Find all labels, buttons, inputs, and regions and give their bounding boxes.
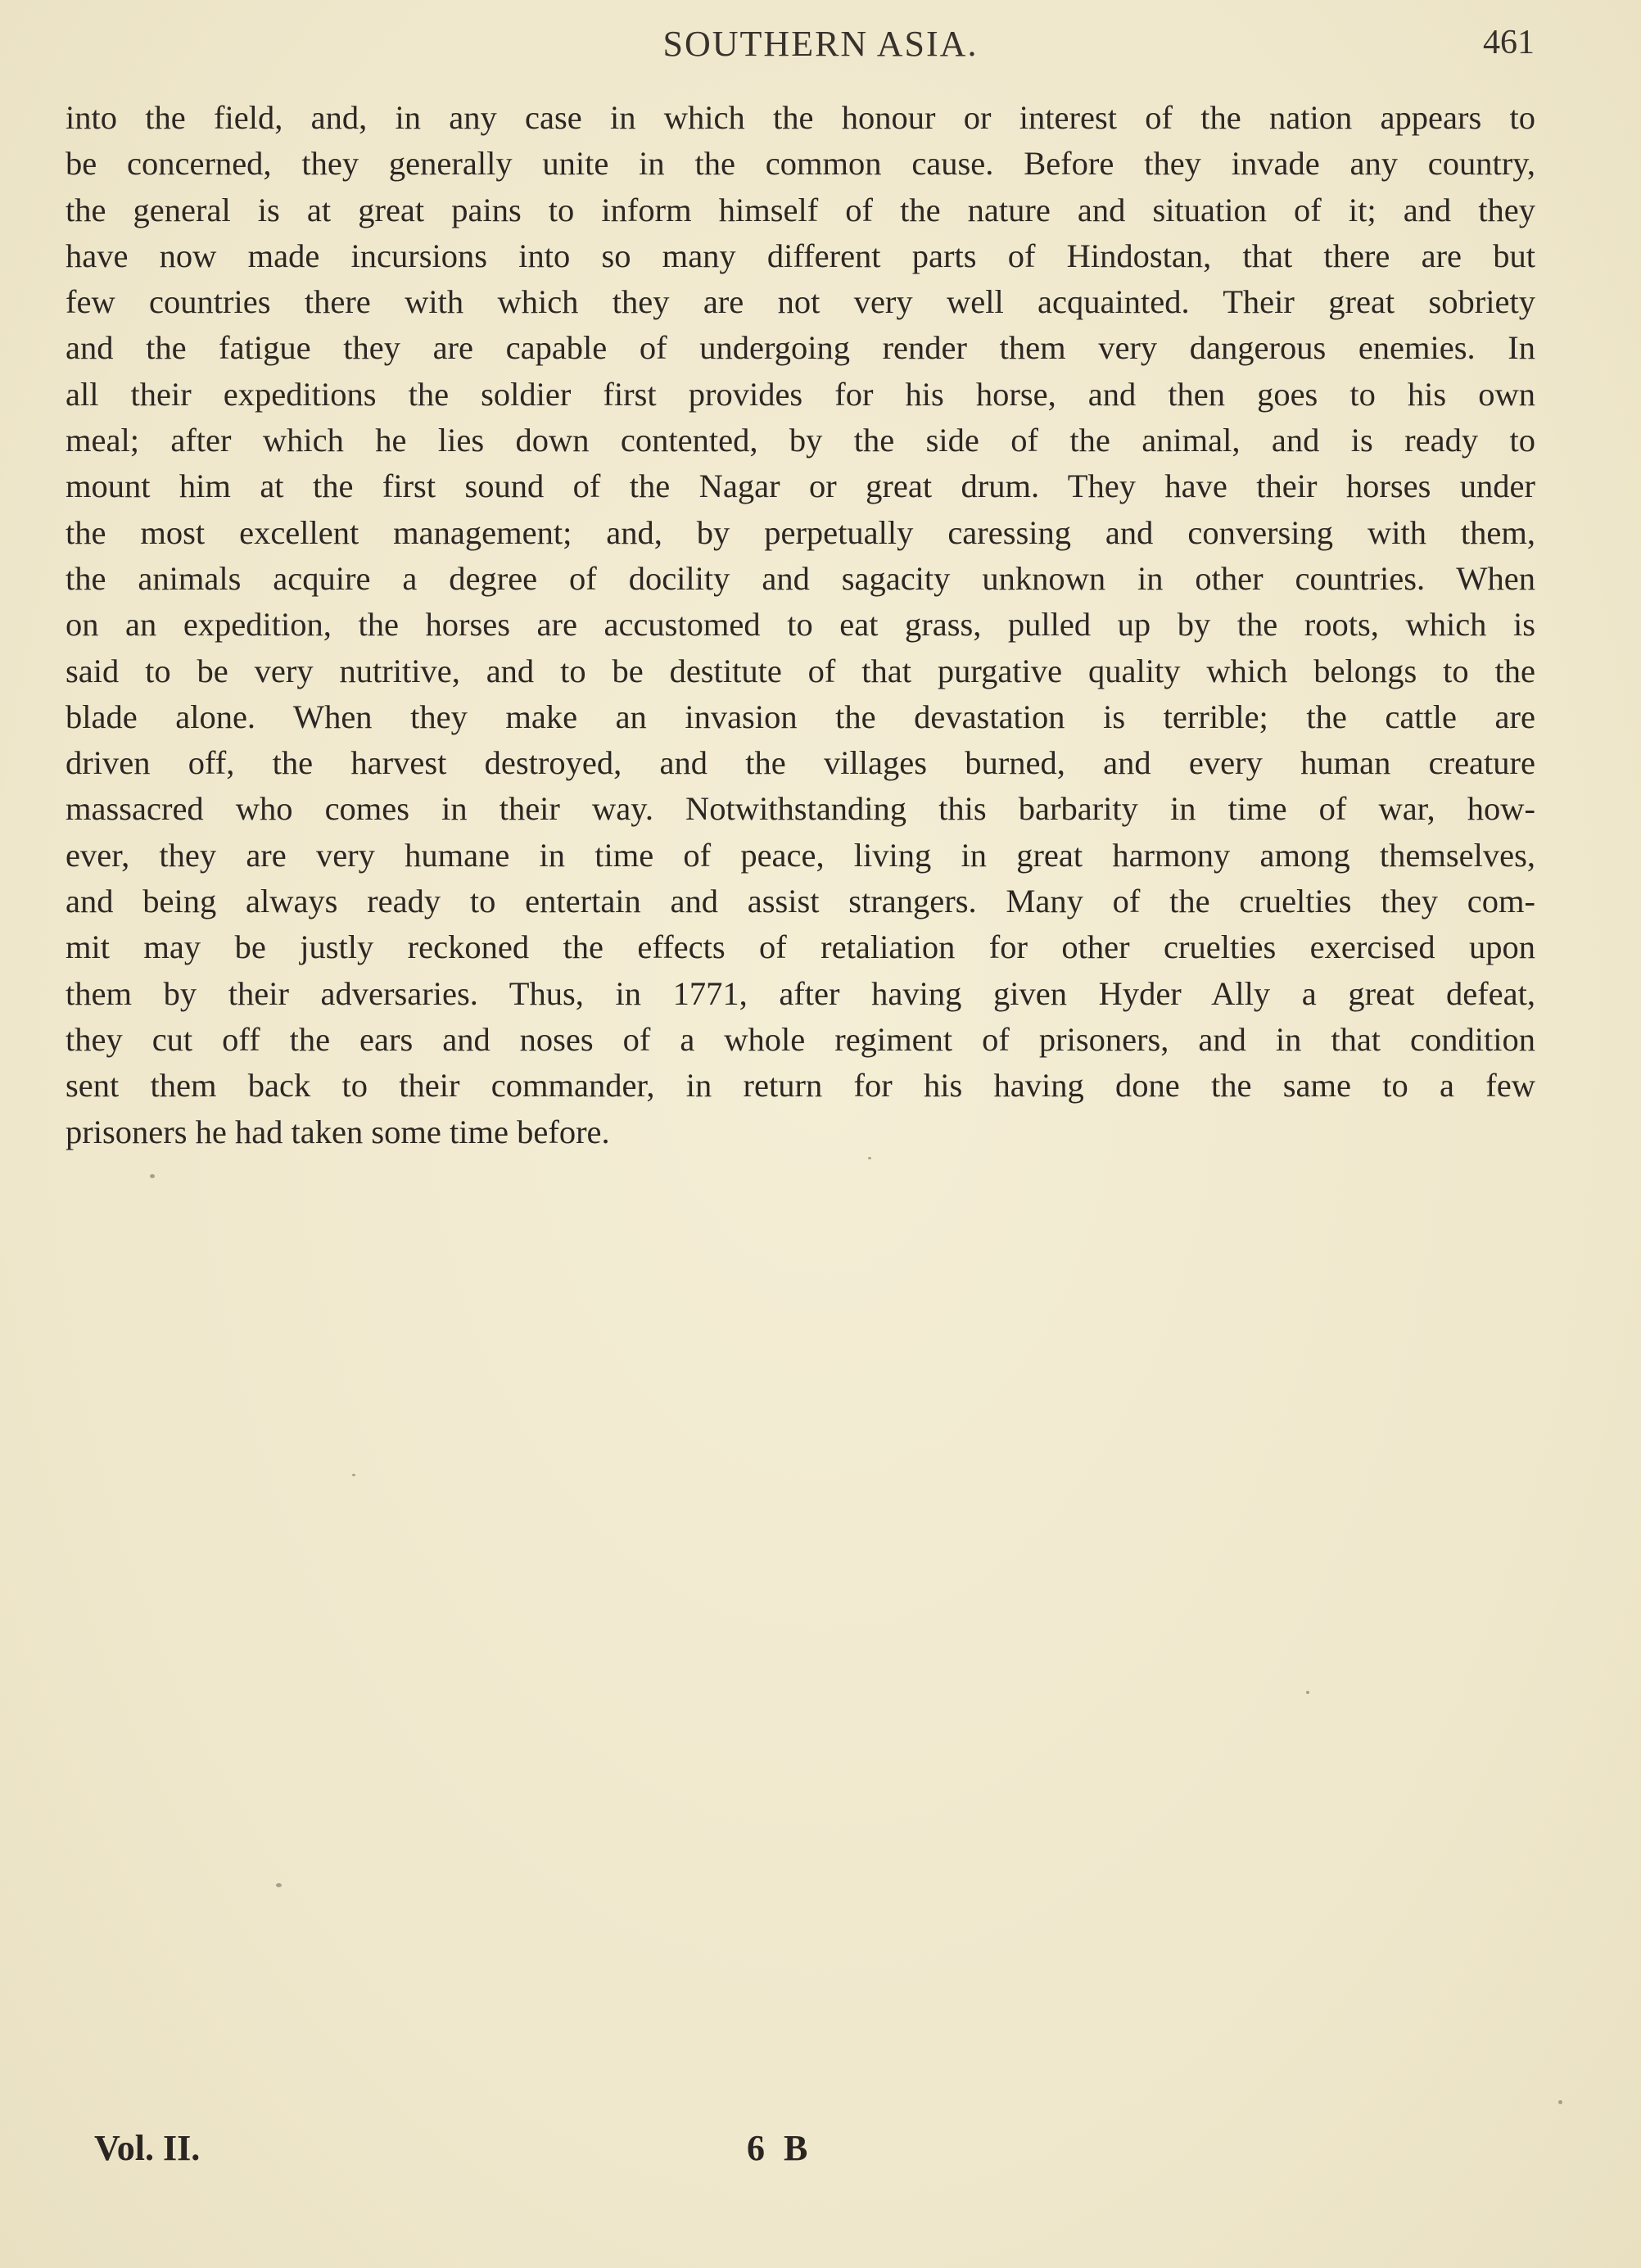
paper-speck [1558, 2100, 1562, 2104]
text-line: on an expedition, the horses are accustomed to eat grass, pulled up by the roots, which is [66, 606, 1535, 644]
paper-speck [150, 1174, 155, 1178]
running-head [0, 23, 1641, 72]
text-line: into the field, and, in any case in which the honour or interest of the nation appears to [66, 99, 1535, 136]
text-line: have now made incursions into so many different parts of Hindostan, that there are but [66, 237, 1535, 274]
text-line: mount him at the first sound of the Nagar or great drum. They have their horses under [66, 468, 1535, 505]
text-line: massacred who comes in their way. Notwithstanding this barbarity in time of war, how- [66, 790, 1535, 828]
text-line: be concerned, they generally unite in the common cause. Before they invade any country, [66, 145, 1535, 183]
text-line: and being always ready to entertain and assist strangers. Many of the cruelties they com- [66, 883, 1535, 920]
paper-speck [276, 1883, 282, 1887]
text-line: them by their adversaries. Thus, in 1771, after having given Hyder Ally a great defeat, [66, 974, 1535, 1012]
text-line: meal; after which he lies down contented, by the side of the animal, and is ready to [66, 422, 1535, 459]
page-number: 461 [1483, 24, 1535, 61]
text-line: all their expeditions the soldier first provides for his horse, and then goes to his own [66, 375, 1535, 413]
text-line-last: prisoners he had taken some time before. [66, 1113, 610, 1150]
running-title: SOUTHERN ASIA. [662, 24, 979, 64]
text-line: said to be very nutritive, and to be destitute of that purgative quality which belongs to the [66, 652, 1535, 689]
text-line: driven off, the harvest destroyed, and the villages burned, and every human creature [66, 744, 1535, 782]
body-text [66, 95, 1535, 1155]
paper-speck [1306, 1691, 1309, 1694]
text-line: they cut off the ears and noses of a whole regiment of prisoners, and in that condition [66, 1020, 1535, 1058]
text-line: and the fatigue they are capable of undergoing render them very dangerous enemies. In [66, 329, 1535, 367]
text-line: sent them back to their commander, in return for his having done the same to a few [66, 1067, 1535, 1105]
paper-speck [868, 1157, 871, 1159]
text-line: the most excellent management; and, by perpetually caressing and conversing with them, [66, 513, 1535, 551]
text-line: blade alone. When they make an invasion the devastation is terrible; the cattle are [66, 698, 1535, 735]
text-line: ever, they are very humane in time of peace, living in great harmony among themselves, [66, 836, 1535, 874]
text-line: the animals acquire a degree of docility and sagacity unknown in other countries. When [66, 559, 1535, 597]
signature-mark: 6 B [747, 2128, 813, 2168]
text-line: mit may be justly reckoned the effects of retaliation for other cruelties exercised upon [66, 928, 1535, 966]
paper-speck [352, 1474, 355, 1476]
text-line: few countries there with which they are not very well acquainted. Their great sobriety [66, 283, 1535, 321]
text-line: the general is at great pains to inform himself of the nature and situation of it; and they [66, 191, 1535, 228]
page-footer [0, 2127, 1641, 2176]
volume-label: Vol. II. [94, 2128, 201, 2168]
